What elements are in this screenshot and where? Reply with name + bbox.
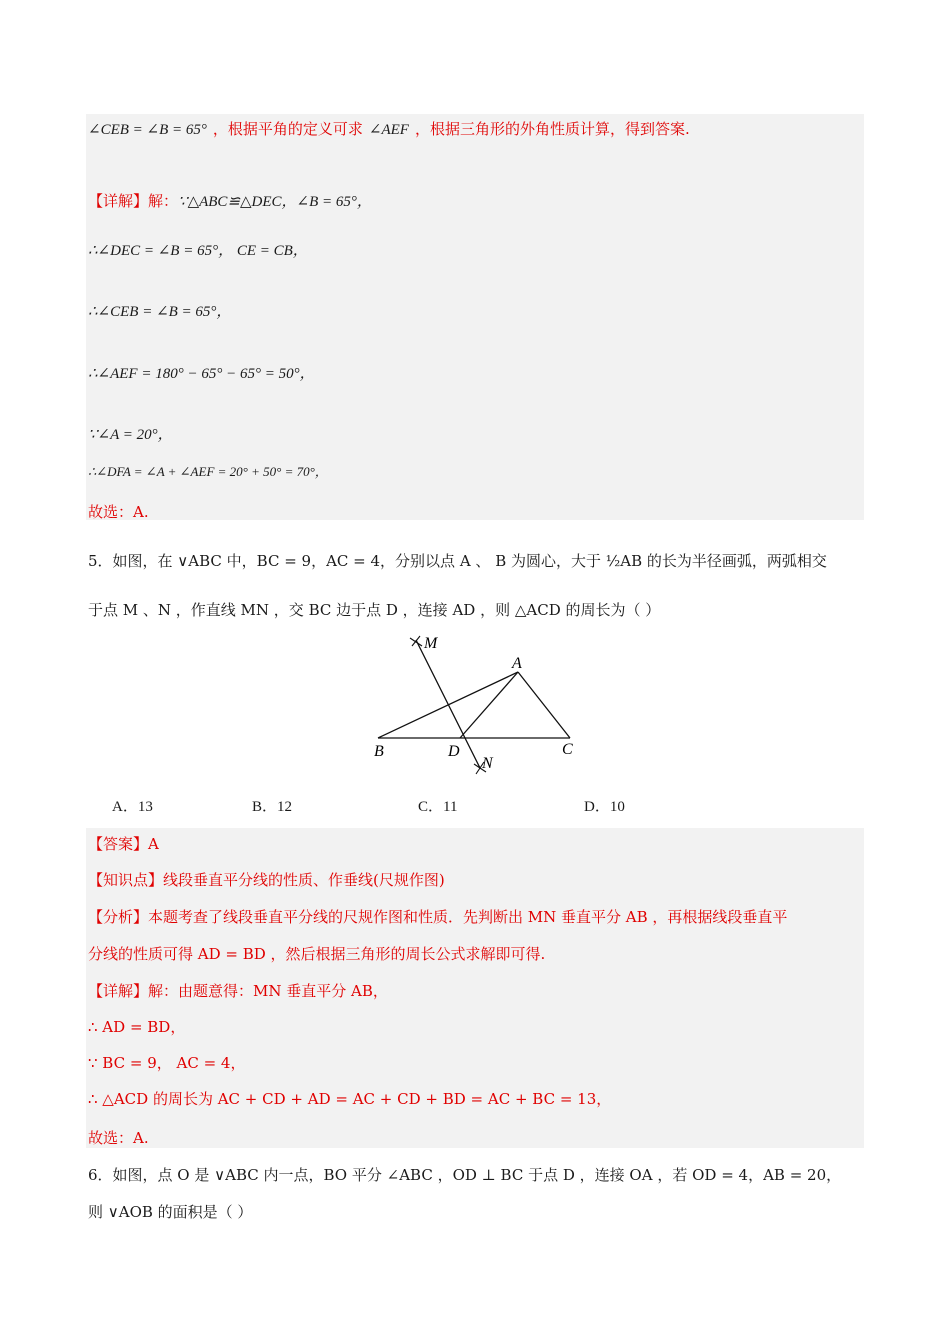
q5-stem-line-1: 5．如图，在 ∨ABC 中，BC = 9，AC = 4，分别以点 A 、 B 为圆心，大于 ½AB 的长为半径画弧，两弧相交 <box>88 552 827 570</box>
q5-step-2: ∵ BC = 9， AC = 4， <box>88 1054 246 1072</box>
q5-analysis-line-1: 【分析】本题考查了线段垂直平分线的尺规作图和性质．先判断出 MN 垂直平分 AB ，再根据线段垂直平 <box>88 908 788 926</box>
q5-option-c[interactable]: C．11 <box>418 799 458 815</box>
q6-stem-line-1: 6．如图，点 O 是 ∨ABC 内一点，BO 平分 ∠ABC ，OD ⊥ BC 于点 D ，连接 OA ，若 OD = 4，AB = 20， <box>88 1166 842 1184</box>
q4-line-3: ∴∠DEC = ∠B = 65°， CE = CB， <box>88 243 308 259</box>
q5-step-3: ∴ △ACD 的周长为 AC + CD + AD = AC + CD + BD = AC + BC = 13， <box>88 1090 612 1108</box>
q5-detail: 【详解】解：由题意得：MN 垂直平分 AB， <box>88 982 388 1000</box>
q4-line-5: ∴∠AEF = 180° − 65° − 65° = 50°， <box>88 366 315 382</box>
q4-line-2: 【详解】解：∵△ABC≌△DEC，∠B = 65°， <box>88 192 372 210</box>
label-D: D <box>448 743 460 760</box>
q4-line-4: ∴∠CEB = ∠B = 65°， <box>88 304 232 320</box>
q5-knowledge: 【知识点】线段垂直平分线的性质、作垂线(尺规作图) <box>88 871 445 889</box>
q4-line-7: ∴∠DFA = ∠A + ∠AEF = 20° + 50° = 70°， <box>88 464 328 479</box>
q4-line-8: 故选：A. <box>88 503 149 521</box>
label-B: B <box>374 743 384 760</box>
q6-stem-line-2: 则 ∨AOB 的面积是（ ） <box>88 1203 253 1221</box>
label-A: A <box>512 655 522 672</box>
label-C: C <box>562 741 573 758</box>
q5-stem-line-2: 于点 M 、N ，作直线 MN ，交 BC 边于点 D ，连接 AD ，则 △ACD 的周长为（ ） <box>88 601 661 619</box>
q5-answer: 【答案】A <box>88 835 159 853</box>
q5-option-b[interactable]: B．12 <box>252 799 293 815</box>
segment-AD <box>460 672 518 738</box>
segment-AC <box>518 672 570 738</box>
arc-mark-M <box>410 636 422 646</box>
q5-analysis-line-2: 分线的性质可得 AD = BD ，然后根据三角形的周长公式求解即可得. <box>88 945 546 963</box>
label-M: M <box>424 635 438 652</box>
q5-step-4: 故选：A. <box>88 1129 149 1147</box>
label-N: N <box>482 755 493 772</box>
q5-option-a[interactable]: A．13 <box>112 799 153 815</box>
q5-step-1: ∴ AD = BD， <box>88 1018 186 1036</box>
q5-figure <box>360 628 600 778</box>
q4-line-1: ∠CEB = ∠B = 65° ，根据平角的定义可求 ∠AEF ，根据三角形的外角性质计算，得到答案. <box>88 120 690 138</box>
q5-option-d[interactable]: D．10 <box>584 799 625 815</box>
q4-line-6: ∵∠A = 20°， <box>88 427 173 443</box>
